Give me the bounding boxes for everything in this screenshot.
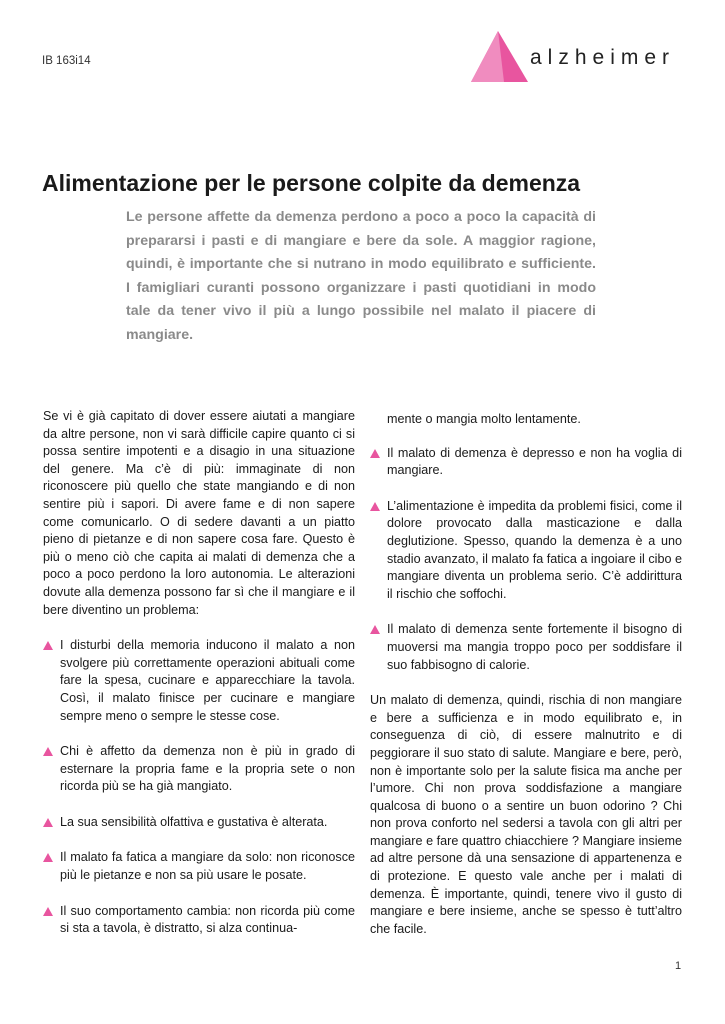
bullet-triangle-icon [43,818,53,827]
bullet-triangle-icon [43,747,53,756]
page-title: Alimentazione per le persone colpite da demenza [42,170,581,196]
alzheimer-logo [470,28,710,88]
left-column [43,408,355,938]
lead-paragraph: Le persone affette da demenza perdono a poco a poco la capacità di prepararsi i pasti e di mangiare e bere da sole. A maggior ragione, quindi, è importante che si nutrano in modo equilibrato e sufficiente. I famigliari curanti possono organizzare i pasti quotidiani in modo tale da tener vivo il più a lungo possibile nel malato il piacere di mangiare. [126,209,596,343]
closing-paragraph: Un malato di demenza, quindi, rischia di non mangiare e bere a sufficienza e in modo equilibrato e, in conseguenza di ciò, di essere malnutrito e di peggiorare il suo stato di salute. Mangiare e bere, però, non è importante solo per la salute fisica ma anche per l’umore. Chi non prova soddisfazione a mangiare qualcosa di buono o a sentire un buon odorino ? Chi non prova conforto nel sedersi a tavola con gli altri per mangiare e fare quattro chiacchiere ? Mangiare insieme ad altre persone dà una sensazione di appartenenza e di protezione. E questo vale anche per i malati di demenza. È importante, quindi, tenere vivo il gusto di mangiare e bere insieme, anche se spesso è tutt’altro che facile. [370,693,682,936]
brand-name: alzheimer [530,46,676,69]
list-item: Il suo comportamento cambia: non ricorda più come si sta a tavola, è distratto, si alza continua- [43,903,355,938]
bullet-triangle-icon [370,449,380,458]
right-column [370,411,682,938]
list-item: Il malato fa fatica a mangiare da solo: non riconosce più le pietanze e non sa più usare le posate. [43,849,355,884]
list-item: La sua sensibilità olfattiva e gustativa è alterata. [43,814,355,832]
bullet-triangle-icon [370,625,380,634]
bullet-triangle-icon [43,641,53,650]
list-item: Il malato di demenza sente fortemente il bisogno di muoversi ma mangia troppo poco per soddisfare il suo fabbisogno di calorie. [370,621,682,674]
page-number: 1 [675,960,682,972]
list-item: L’alimentazione è impedita da problemi fisici, come il dolore provocato dalla masticazione e dalla deglutizione. Spesso, quando la demenza è a uno stadio avanzato, il malato fa fatica a ingoiare il cibo e mangiare diventa un problema serio. C’è addirittura il rischio che soffochi. [370,498,682,604]
problem-list [43,637,355,938]
intro-paragraph: Se vi è già capitato di dover essere aiutati a mangiare da altre persone, non vi sarà difficile capire quanto ci si possa sentire impotenti e a disagio in una situazione del genere. Ma c’è di più: immaginate di non riconoscere più quello che state mangiando e di non sentire più i sapori. Di avere fame e di non sapere come comunicarlo. O di sedere davanti a un piatto pieno di pietanze e di non sapere cosa fare. Questo è più o meno ciò che capita ai malati di demenza che a poco a poco perdono la loro autonomia. Le alterazioni dovute alla demenza possono far sì che il mangiare e il bere diventino un problema: [43,409,355,617]
list-item: Chi è affetto da demenza non è più in grado di esternare la propria fame e la propria sete o non ricorda più se ha già mangiato. [43,743,355,796]
bullet-triangle-icon [43,853,53,862]
bullet-triangle-icon [43,907,53,916]
list-item: I disturbi della memoria inducono il malato a non svolgere più correttamente operazioni abituali come fare la spesa, cucinare e apparecchiare la tavola. Così, il malato finisce per cucinare e mangiare sempre meno o sempre le stesse cose. [43,637,355,725]
list-item: Il malato di demenza è depresso e non ha voglia di mangiare. [370,445,682,480]
triangle-logo-icon [470,28,530,88]
problem-list-continued [370,445,682,675]
bullet-triangle-icon [370,502,380,511]
document-id: IB 163i14 [42,55,91,67]
list-continuation: mente o mangia molto lentamente. [387,412,581,426]
